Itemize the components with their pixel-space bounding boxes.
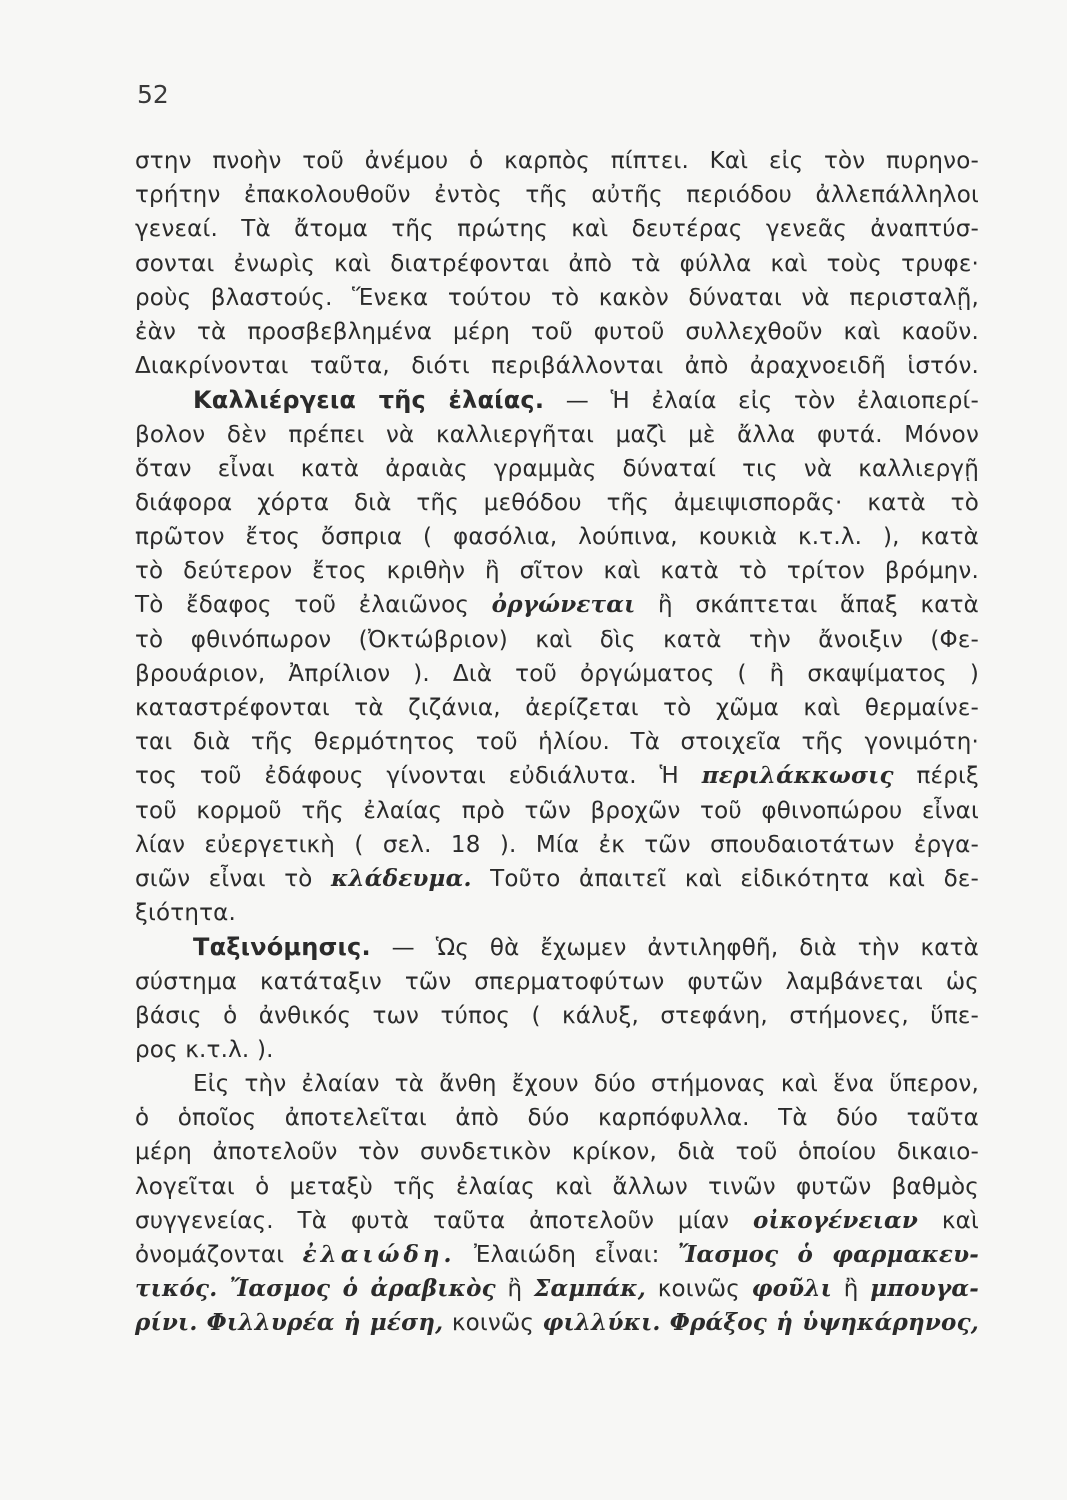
section-heading: Καλλιέργεια τῆς ἐλαίας. (193, 386, 545, 415)
text-line (135, 212, 979, 246)
italic-term: Ἴασμος ὁ φαρμακευ- (677, 1241, 980, 1268)
text-run: ἢ (832, 1276, 871, 1303)
text-run: — Ἡ ἐλαία εἰς τὸν ἐλαιοπερί- (544, 388, 980, 415)
text-line (135, 520, 979, 554)
text-run: κοινῶς (443, 1310, 543, 1337)
text-run: σιῶν εἶναι τὸ (135, 865, 331, 892)
text-line (135, 588, 979, 622)
text-run: τος τοῦ ἐδάφους γίνονται εὐδιάλυτα. Ἡ (135, 763, 702, 790)
italic-term: ἐλαιώδη. (302, 1241, 456, 1268)
text-line (135, 1272, 979, 1306)
text-run: μέρη ἀποτελοῦν τὸν συνδετικὸν κρίκον, διὰ τοῦ ὁποίου δικαιο- (135, 1139, 979, 1166)
italic-term: φιλλύκι. Φράξος ἡ ὑψηκάρηνος, (542, 1309, 979, 1337)
text-run: ὅταν εἶναι κατὰ ἀραιὰς γραμμὰς δύναταί τις νὰ καλλιεργῇ (135, 455, 979, 482)
text-line (135, 725, 979, 759)
text-run: τρήτην ἐπακολουθοῦν ἐντὸς τῆς αὐτῆς περιόδου ἀλλεπάλληλοι (135, 182, 979, 209)
body-text (135, 144, 979, 1341)
text-line (135, 281, 979, 315)
text-run: Διακρίνονται ταῦτα, διότι περιβάλλονται ἀπὸ ἀραχνοειδῆ ἱστόν. (135, 353, 979, 380)
italic-term: περιλάκκωσις (701, 762, 894, 790)
text-line (135, 1033, 979, 1067)
text-line (135, 315, 979, 349)
text-line (135, 1170, 979, 1204)
text-run: στην πνοὴν τοῦ ἀνέμου ὁ καρπὸς πίπτει. Καὶ εἰς τὸν πυρηνο- (135, 148, 979, 174)
page-number: 52 (137, 80, 169, 109)
text-line (135, 759, 979, 793)
text-run: κοινῶς (646, 1276, 752, 1303)
text-line (135, 1306, 979, 1340)
text-line (135, 999, 979, 1033)
italic-term: φοῦλι (751, 1275, 832, 1303)
text-run: ὁ ὁποῖος ἀποτελεῖται ἀπὸ δύο καρπόφυλλα. Τὰ δύο ταῦτα (135, 1105, 979, 1132)
text-line (135, 349, 979, 383)
text-line (135, 862, 979, 896)
text-line (135, 1101, 979, 1135)
text-line (135, 178, 979, 212)
text-run: βάσις ὁ ἀνθικός των τύπος ( κάλυξ, στεφάνη, στήμονες, ὕπε- (135, 1002, 979, 1029)
text-run: πρῶτον ἔτος ὄσπρια ( φασόλια, λούπινα, κουκιὰ κ.τ.λ. ), κατὰ (135, 524, 979, 551)
text-line (135, 965, 979, 999)
text-line (135, 418, 979, 452)
text-line (135, 486, 979, 520)
text-run: Τοῦτο ἀπαιτεῖ καὶ εἰδικότητα καὶ δε- (471, 865, 979, 892)
text-run: ξιότητα. (135, 900, 237, 927)
text-run: Ἐλαιώδη εἶναι: (455, 1242, 678, 1268)
text-run: ροὺς βλαστούς. Ἕνεκα τούτου τὸ κακὸν δύναται νὰ περισταλῇ, (135, 284, 979, 311)
text-line (135, 1067, 979, 1101)
text-line (135, 247, 979, 281)
italic-term: Σαμπάκ, (534, 1275, 646, 1303)
text-line (135, 144, 979, 178)
text-run: ἢ σκάπτεται ἅπαξ κατὰ (635, 592, 979, 619)
italic-term: μπουγα- (870, 1275, 979, 1303)
text-run: σύστημα κατάταξιν τῶν σπερματοφύτων φυτῶν λαμβάνεται ὡς (135, 968, 979, 995)
text-run: ἢ (495, 1276, 535, 1303)
text-run: ρος κ.τ.λ. ). (135, 1036, 274, 1063)
italic-term: κλάδευμα. (331, 864, 472, 892)
text-run: καὶ (918, 1207, 979, 1234)
text-line (135, 691, 979, 725)
text-run: λογεῖται ὁ μεταξὺ τῆς ἐλαίας καὶ ἄλλων τινῶν φυτῶν βαθμὸς (135, 1173, 979, 1200)
text-run: διάφορα χόρτα διὰ τῆς μεθόδου τῆς ἀμειψισπορᾶς· κατὰ τὸ (135, 489, 979, 516)
text-run: γενεαί. Τὰ ἄτομα τῆς πρώτης καὶ δευτέρας γενεᾶς ἀναπτύσ- (135, 216, 979, 243)
text-line (135, 554, 979, 588)
text-run: πέριξ (893, 763, 979, 790)
text-run: καταστρέφονται τὰ ζιζάνια, ἀερίζεται τὸ χῶμα καὶ θερμαίνε- (135, 695, 979, 721)
text-run: Εἰς τὴν ἐλαίαν τὰ ἄνθη ἔχουν δύο στήμονας καὶ ἕνα ὕπερον, (193, 1071, 979, 1098)
text-run: τοῦ κορμοῦ τῆς ἐλαίας πρὸ τῶν βροχῶν τοῦ φθινοπώρου εἶναι (135, 797, 979, 824)
italic-term: οἰκογένειαν (752, 1206, 919, 1234)
text-run: συγγενείας. Τὰ φυτὰ ταῦτα ἀποτελοῦν μίαν (135, 1207, 753, 1234)
text-line (135, 452, 979, 486)
text-line (135, 1238, 979, 1272)
italic-term: τικός. Ἴασμος ὁ ἀραβικὸς (135, 1275, 496, 1303)
text-run: ἐὰν τὰ προσβεβλημένα μέρη τοῦ φυτοῦ συλλεχθοῦν καὶ καοῦν. (135, 318, 979, 345)
text-line (135, 930, 979, 964)
text-line (135, 794, 979, 828)
italic-term: ρίνι. Φιλλυρέα ἡ μέση, (135, 1309, 444, 1337)
text-run: τὸ φθινόπωρον (Ὀκτώβριον) καὶ δὶς κατὰ τὴν ἄνοιξιν (Φε- (135, 626, 979, 653)
text-line (135, 657, 979, 691)
section-heading: Ταξινόμησις. (193, 933, 371, 962)
text-run: τὸ δεύτερον ἔτος κριθὴν ἢ σῖτον καὶ κατὰ τὸ τρίτον βρόμην. (135, 558, 979, 585)
text-run: βολον δὲν πρέπει νὰ καλλιεργῆται μαζὶ μὲ ἄλλα φυτά. Μόνον (135, 421, 979, 448)
text-run: ὀνομάζονται (135, 1242, 303, 1268)
italic-term: ὀργώνεται (491, 591, 636, 619)
text-line (135, 383, 979, 417)
text-line (135, 1204, 979, 1238)
text-run: βρουάριον, Ἀπρίλιον ). Διὰ τοῦ ὀργώματος ( ἢ σκαψίματος ) (135, 660, 979, 687)
text-run: — Ὡς θὰ ἔχωμεν ἀντιληφθῆ, διὰ τὴν κατὰ (370, 935, 979, 962)
text-line (135, 1135, 979, 1169)
text-run: ται διὰ τῆς θερμότητος τοῦ ἡλίου. Τὰ στοιχεῖα τῆς γονιμότη· (135, 729, 979, 756)
text-run: Τὸ ἔδαφος τοῦ ἐλαιῶνος (135, 592, 492, 619)
text-run: λίαν εὐεργετικὴ ( σελ. 18 ). Μία ἐκ τῶν σπουδαιοτάτων ἐργα- (135, 831, 979, 858)
text-line (135, 623, 979, 657)
text-run: σονται ἐνωρὶς καὶ διατρέφονται ἀπὸ τὰ φύλλα καὶ τοὺς τρυφε· (135, 250, 979, 277)
text-line (135, 896, 979, 930)
text-line (135, 828, 979, 862)
